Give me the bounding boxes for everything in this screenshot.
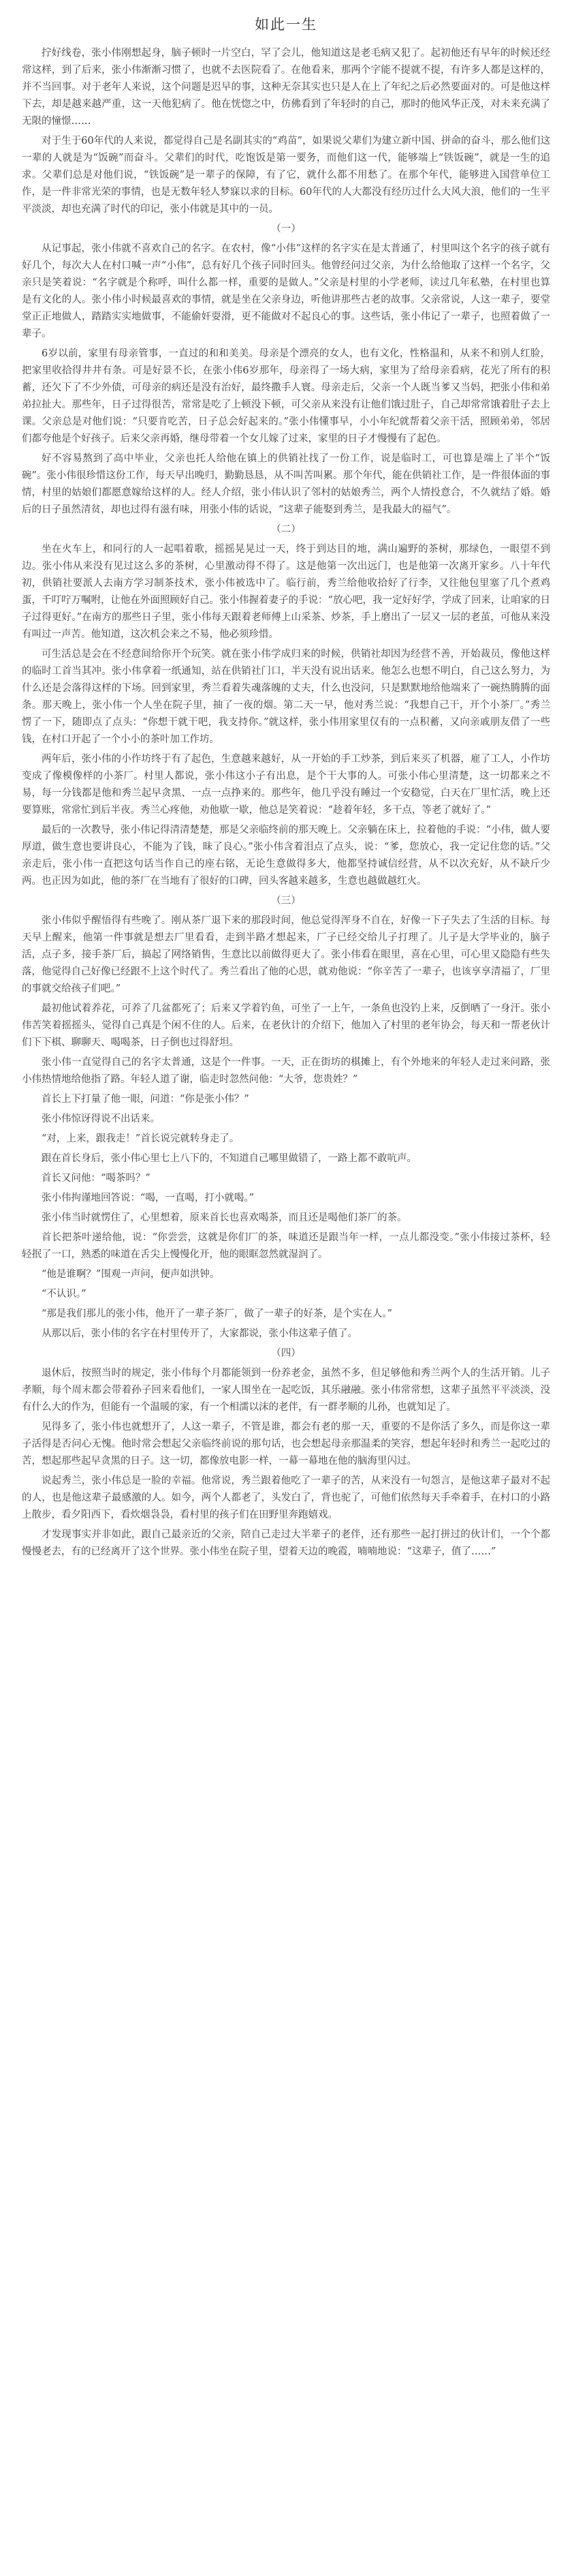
paragraph: 说起秀兰，张小伟总是一脸的幸福。他常说，秀兰跟着他吃了一辈子的苦，从来没有一句怨言，是他这辈子最对不起的人，也是他这辈子最感激的人。如今，两个人都老了，头发白了，背也驼了，可他们依然每天手牵着手，在村口的小路上散步，看夕阳西下，看炊烟袅袅，看村里的孩子们在田野里奔跑嬉戏。 bbox=[22, 1475, 550, 1520]
paragraph: 可生活总是会在不经意间给你开个玩笑。就在张小伟学成归来的时候，供销社却因为经营不善，开始裁员，像他这样的临时工首当其冲。张小伟拿着一纸通知，站在供销社门口，半天没有说出话来。他怎么也想不明白，自己这么努力，为什么还是会落得这样的下场。回到家里，秀兰看着失魂落魄的丈夫，什么也没问，只是默默地给他端来了一碗热腾腾的面条。那天晚上，张小伟一个人坐在院子里，抽了一夜的烟。第二天一早，他对秀兰说：“我想自己干，开个小茶厂。”秀兰愣了一下，随即点了点头：“你想干就干吧，我支持你。”就这样，张小伟用家里仅有的一点积蓄，又向亲戚朋友借了一些钱，在村口开起了一个小小的茶叶加工作坊。 bbox=[22, 649, 550, 745]
paragraph: 张小伟拘谨地回答说：“喝，一直喝，打小就喝。” bbox=[42, 1193, 255, 1203]
article-section bbox=[22, 893, 550, 1343]
paragraph: 拧好线卷，张小伟刚想起身，脑子顿时一片空白，罕了会儿，他知道这是老毛病又犯了。起初他还有早年的时候还经常这样，到了后来，张小伟渐渐习惯了，也就不去医院看了。在他看来，那两个字能不提就不提，有许多人都是这样的，并不当回事。对于老年人来说，这个问题是迟早的事，这种无奈其实也只是人在上了年纪之后必然要面对的。可是他这样下去，却是越来越严重，这一天他犯病了。他在恍惚之中，仿佛看到了年轻时的自己，那时的他风华正茂，对未来充满了无限的憧憬…… bbox=[22, 48, 550, 127]
paragraph: 张小伟当时就愣住了，心里想着，原来首长也喜欢喝茶，而且还是喝他们茶厂的茶。 bbox=[42, 1212, 407, 1223]
paragraph: 两年后，张小伟的小作坊终于有了起色，生意越来越好，从一开始的手工炒茶，到后来买了机器，雇了工人，小作坊变成了像模像样的小茶厂。村里人都说，张小伟这小子有出息，是个干大事的人。可张小伟心里清楚，这一切都来之不易，每一分钱都是他和秀兰起早贪黑、一点一点挣来的。那些年，他几乎没有睡过一个安稳觉，白天在厂里忙活，晚上还要算账，常常忙到后半夜。秀兰心疼他，劝他歇一歇，他总是笑着说：“趁着年轻，多干点，等老了就好了。” bbox=[22, 754, 550, 816]
article-title: 如此一生 bbox=[255, 16, 317, 33]
article-body bbox=[22, 45, 550, 1561]
article-section bbox=[22, 45, 550, 218]
section-heading: （三） bbox=[271, 895, 301, 906]
paragraph: 首长又问他：“喝茶吗？” bbox=[42, 1173, 150, 1184]
paragraph: 首长把茶叶递给他，说：“你尝尝，这就是你们厂的茶，味道还是跟当年一样，一点儿都没变。”张小伟接过茶杯，轻轻抿了一口，熟悉的味道在舌尖上慢慢化开，他的眼眶忽然就湿润了。 bbox=[22, 1232, 550, 1260]
article-section bbox=[22, 521, 550, 890]
paragraph: 才发现事实并非如此，跟自己最亲近的父亲，陪自己走过大半辈子的老伴，还有那些一起打拼过的伙计们，一个个都慢慢老去，有的已经离开了这个世界。张小伟坐在院子里，望着天边的晚霞，喃喃地说：“这辈子，值了……” bbox=[22, 1529, 550, 1557]
paragraph: 好不容易熬到了高中毕业，父亲也托人给他在镇上的供销社找了一份工作，说是临时工，可也算是端上了半个“饭碗”。张小伟很珍惜这份工作，每天早出晚归，勤勤恳恳，从不叫苦叫累。那个年代，能在供销社工作，是一件很体面的事情，村里的姑娘们都愿意嫁给这样的人。经人介绍，张小伟认识了邻村的姑娘秀兰，两个人情投意合，不久就结了婚。婚后的日子虽然清贫，却也过得有滋有味，用张小伟的话说，“这辈子能娶到秀兰，是我最大的福气”。 bbox=[22, 453, 550, 515]
paragraph: “他是谁啊？”围观一声问，便声如洪钟。 bbox=[42, 1269, 220, 1280]
paragraph: “对，上来，跟我走！”首长说完就转身走了。 bbox=[42, 1133, 240, 1144]
paragraph: 最初他试着养花，可养了几盆都死了；后来又学着钓鱼，可坐了一上午，一条鱼也没钓上来，反倒晒了一身汗。张小伟苦笑着摇摇头，觉得自己真是个闲不住的人。后来，在老伙计的介绍下，他加入了村里的老年协会，每天和一帮老伙计们下下棋、聊聊天、喝喝茶，日子倒也过得舒坦。 bbox=[22, 1003, 550, 1048]
paragraph: 张小伟似乎醒悟得有些晚了。刚从茶厂退下来的那段时间，他总觉得浑身不自在，好像一下子失去了生活的目标。每天早上醒来，他第一件事就是想去厂里看看，走到半路才想起来，厂子已经交给儿子打理了。儿子是大学毕业的，脑子活，点子多，接手茶厂后，搞起了网络销售，生意比以前做得更大了。张小伟看在眼里，喜在心里，可心里又隐隐有些失落，他觉得自己好像已经跟不上这个时代了。秀兰看出了他的心思，就劝他说：“你辛苦了一辈子，也该享享清福了，厂里的事就交给孩子们吧。” bbox=[22, 915, 550, 994]
paragraph: 张小伟一直觉得自己的名字太普通，这是个一件事。一天，正在街坊的棋摊上，有个外地来的年轻人走过来问路，张小伟热情地给他指了路。年轻人道了谢，临走时忽然问他：“大爷，您贵姓？” bbox=[22, 1057, 550, 1085]
paragraph: 最后的一次教导，张小伟记得清清楚楚，那是父亲临终前的那天晚上。父亲躺在床上，拉着他的手说：“小伟，做人要厚道，做生意也要讲良心，不能为了钱，昧了良心。”张小伟含着泪点了点头，说：“爹，您放心，我一定记住您的话。”父亲走后，张小伟一直把这句话当作自己的座右铭，无论生意做得多大，他都坚持诚信经营，从不以次充好，从不缺斤少两。也正因为如此，他的茶厂在当地有了很好的口碑，回头客越来越多，生意也越做越红火。 bbox=[22, 825, 550, 887]
paragraph: 首长上下打量了他一眼，问道：“你是张小伟？” bbox=[42, 1094, 249, 1105]
paragraph: 跟在首长身后，张小伟心里七上八下的，不知道自己哪里做错了，一路上都不敢吭声。 bbox=[42, 1153, 417, 1164]
section-heading: （二） bbox=[271, 524, 301, 535]
paragraph: 从记事起，张小伟就不喜欢自己的名字。在农村，像“小伟”这样的名字实在是太普通了，村里叫这个名字的孩子就有好几个，每次大人在村口喊一声“小伟”，总有好几个孩子同时回头。他曾经问过父亲，为什么给他取了这样一个名字，父亲只是笑着说：“名字就是个称呼，叫什么都一样，重要的是做人。”父亲是村里的小学老师，读过几年私塾，在村里也算是有文化的人。张小伟小时候最喜欢的事情，就是坐在父亲身边，听他讲那些古老的故事。父亲常说，人这一辈子，要堂堂正正地做人，踏踏实实地做事，不能偷奸耍滑，更不能做对不起良心的事。这些话，张小伟记了一辈子，也照着做了一辈子。 bbox=[22, 243, 550, 339]
paragraph: 见得多了，张小伟也就想开了，人这一辈子，不管是谁，都会有老的那一天，重要的不是你活了多久，而是你这一辈子活得是否问心无愧。他时常会想起父亲临终前说的那句话，也会想起母亲那温柔的笑容，想起年轻时和秀兰一起吃过的苦，想起那些起早贪黑的日子。这一切，都像放电影一样，一幕一幕地在他的脑海里闪过。 bbox=[22, 1422, 550, 1467]
article-section bbox=[22, 221, 550, 519]
paragraph: 6岁以前，家里有母亲管事，一直过的和和美美。母亲是个漂亮的女人，也有文化，性格温和，从来不和别人红脸，把家里收拾得井井有条。可是好景不长，在张小伟6岁那年，母亲得了一场大病，家里为了给母亲看病，花光了所有的积蓄，还欠下了不少外债，可母亲的病还是没有治好，最终撒手人寰。母亲走后，父亲一个人既当爹又当妈，把张小伟和弟弟拉扯大。那些年，日子过得很苦，常常是吃了上顿没下顿，可父亲从来没有让他们饿过肚子，自己却常常饿着肚子去上课。父亲总是对他们说：“只要肯吃苦，日子总会好起来的。”张小伟懂事早，小小年纪就帮着父亲干活，照顾弟弟，邻居们都夸他是个好孩子。后来父亲再婚，继母带着一个女儿嫁了过来，家里的日子才慢慢有了起色。 bbox=[22, 348, 550, 444]
paragraph: “不认识。” bbox=[42, 1289, 86, 1300]
paragraph: 对于生于60年代的人来说，都觉得自己是名副其实的“鸡苗”，如果说父辈们为建立新中国、拼命的奋斗，那么他们这一辈的人就是为“饭碗”而奋斗。父辈们的时代，吃饱饭是第一要务，而他们这一代，能够端上“铁饭碗”，就是一生的追求。父辈们总是对他们说，“铁饭碗”是一辈子的保障，有了它，就什么都不用愁了。在那个年代，能够进入国营单位工作，是一件非常光荣的事情，也是无数年轻人梦寐以求的目标。60年代的人大都没有经历过什么大风大浪，他们的一生平平淡淡，却也充满了时代的印记，张小伟就是其中的一员。 bbox=[22, 136, 550, 215]
paragraph: “那是我们那儿的张小伟，他开了一辈子茶厂，做了一辈子的好茶，是个实在人。” bbox=[42, 1308, 393, 1319]
paragraph: 退休后，按照当时的规定，张小伟每个月都能领到一份养老金，虽然不多，但足够他和秀兰两个人的生活开销。儿子孝顺，每个周末都会带着孙子回来看他们，一家人围坐在一起吃饭，其乐融融。张小伟常常想，这辈子虽然平平淡淡，没有什么大的作为，但能有一个温暖的家，有一个相濡以沫的老伴，有一群孝顺的儿孙，也就知足了。 bbox=[22, 1368, 550, 1413]
article-section bbox=[22, 1345, 550, 1561]
paragraph: 张小伟惊讶得说不出话来。 bbox=[42, 1114, 160, 1124]
paragraph: 坐在火车上，和同行的人一起唱着歌，摇摇晃晃过一天，终于到达目的地，满山遍野的茶树，那绿色，一眼望不到边。张小伟从来没有见过这么多的茶树，心里激动得不得了。这是他第一次出远门，也是他第一次离开家乡。八十年代初，供销社要派人去南方学习制茶技术，张小伟被选中了。临行前，秀兰给他收拾好了行李，又往他包里塞了几个煮鸡蛋，千叮咛万嘱咐，让他在外面照顾好自己。张小伟握着妻子的手说：“放心吧，我一定好好学，学成了回来，让咱家的日子过得更好。”在南方的那些日子里，张小伟每天跟着老师傅上山采茶、炒茶，手上磨出了一层又一层的老茧，可他从来没有叫过一声苦。他知道，这次机会来之不易，他必须珍惜。 bbox=[22, 544, 550, 640]
section-heading: （四） bbox=[271, 1348, 301, 1359]
section-heading: （一） bbox=[271, 224, 301, 234]
paragraph: 从那以后，张小伟的名字在村里传开了，大家都说，张小伟这辈子值了。 bbox=[42, 1328, 358, 1339]
